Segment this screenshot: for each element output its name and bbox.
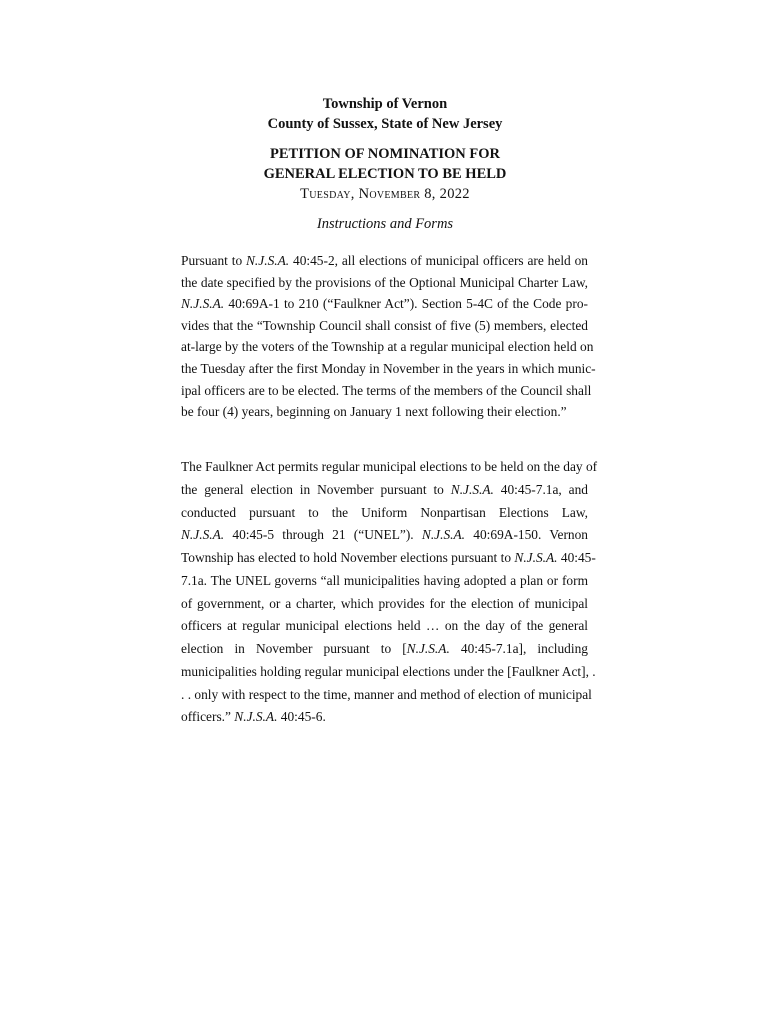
citation-text: N.J.S.A.	[421, 527, 466, 543]
text-segment: Township has elected to hold November elections pursuant to	[181, 550, 515, 565]
text-segment: election in November pursuant to [	[181, 641, 407, 656]
citation-text: N.J.S.A.	[181, 527, 225, 543]
text-line	[181, 481, 588, 499]
text-line	[181, 708, 588, 726]
subtitle: Instructions and Forms	[316, 216, 454, 232]
text-segment: vides that the “Township Council shall consist of five (5) members, elected	[181, 317, 588, 333]
text-segment: officers at regular municipal elections held … on the day of the general	[181, 618, 588, 634]
citation-text: N.J.S.A.	[181, 296, 225, 312]
text-segment: be four (4) years, beginning on January 1 next following their election.”	[181, 404, 567, 420]
text-line	[181, 686, 592, 704]
text-line	[181, 572, 588, 590]
text-line	[181, 549, 596, 567]
text-segment: of government, or a charter, which provides for the election of municipal	[181, 595, 588, 611]
text-line	[181, 360, 596, 378]
text-segment: officers.”	[181, 709, 235, 725]
text-segment: Pursuant to	[181, 253, 246, 268]
citation-text: N.J.S.A.	[406, 641, 450, 656]
text-line	[181, 382, 592, 400]
township-name: Township of Vernon	[322, 96, 448, 112]
county-state: County of Sussex, State of New Jersey	[267, 116, 503, 132]
text-segment: 40:45-2, all elections of municipal officers are held on	[289, 253, 588, 268]
text-segment: the general election in November pursuant to	[181, 481, 451, 497]
text-line	[181, 595, 588, 613]
text-line	[181, 640, 588, 658]
document-title-line-1: PETITION OF NOMINATION FOR	[270, 146, 500, 162]
text-line	[181, 252, 588, 270]
citation-text: N.J.S.A.	[450, 481, 494, 497]
text-segment: municipalities holding regular municipal elections under the [Faulkner Act], .	[181, 663, 596, 679]
election-date: Tuesday, November 8, 2022	[300, 186, 470, 202]
text-line	[181, 458, 598, 476]
text-segment: the Tuesday after the first Monday in November in the years in which munic-	[181, 361, 596, 376]
text-segment: 40:69A-150. Vernon	[465, 527, 588, 543]
text-line	[181, 504, 588, 522]
text-segment: 40:69A-1 to 210 (“Faulkner Act”). Section 5-4C of the Code pro-	[224, 296, 588, 312]
text-line	[181, 663, 596, 681]
text-line	[181, 274, 588, 292]
text-line	[181, 526, 588, 544]
text-segment: 40:45-5 through 21 (“UNEL”).	[224, 527, 422, 543]
text-segment: ipal officers are to be elected. The terms of the members of the Council shall	[181, 382, 592, 398]
text-line	[181, 403, 588, 421]
text-line	[181, 338, 594, 356]
text-segment: 40:45-	[557, 550, 596, 565]
text-segment: 40:45-6.	[277, 709, 326, 725]
text-line	[181, 317, 588, 335]
citation-text: N.J.S.A.	[246, 253, 290, 268]
document-title-line-2: GENERAL ELECTION TO BE HELD	[263, 166, 507, 182]
text-segment: 40:45-7.1a, and	[493, 481, 588, 497]
text-segment: . . only with respect to the time, manner and method of election of municipal	[181, 686, 592, 702]
text-segment: the date specified by the provisions of the Optional Municipal Charter Law,	[181, 274, 588, 290]
text-segment: at-large by the voters of the Township at a regular municipal election held on	[181, 339, 594, 355]
text-segment: 40:45-7.1a], including	[449, 641, 588, 656]
text-line	[181, 295, 588, 313]
text-segment: conducted pursuant to the Uniform Nonpartisan Elections Law,	[181, 504, 588, 520]
text-line	[181, 617, 588, 635]
text-segment: The Faulkner Act permits regular municipal elections to be held on the day of	[181, 459, 598, 474]
citation-text: N.J.S.A.	[514, 550, 558, 565]
text-segment: 7.1a. The UNEL governs “all municipalities having adopted a plan or form	[181, 572, 588, 588]
citation-text: N.J.S.A.	[234, 709, 278, 725]
